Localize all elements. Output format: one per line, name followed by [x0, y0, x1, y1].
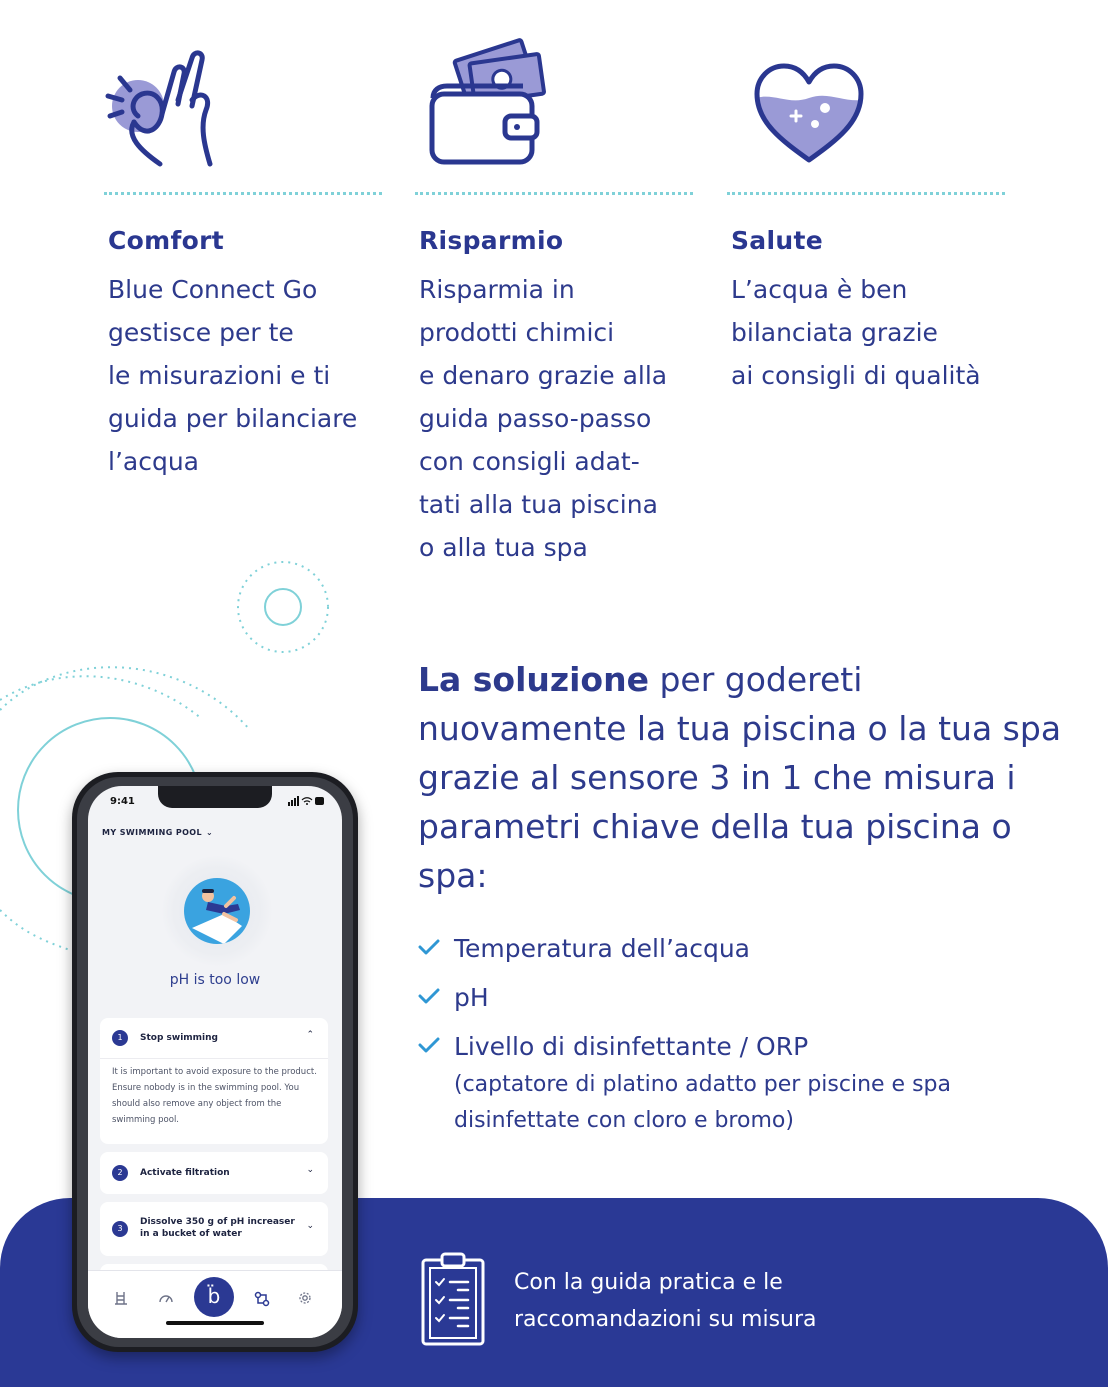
solution-intro	[418, 655, 1078, 900]
step-number: 3	[112, 1221, 128, 1237]
chevron-down-icon: ⌄	[206, 828, 214, 837]
intro-bold: La soluzione	[418, 660, 649, 699]
parameter-list	[418, 924, 1058, 1139]
list-item	[418, 1022, 1058, 1139]
sensor-icon[interactable]	[254, 1291, 270, 1311]
step-card-1[interactable]	[100, 1018, 328, 1144]
step-card-2[interactable]	[100, 1152, 328, 1194]
feature-comfort	[108, 30, 398, 476]
step-label: Stop swimming	[140, 1033, 218, 1043]
feature-risparmio	[419, 30, 709, 562]
feature-text: L’acqua è ben bilanciata grazie ai consigli di qualità	[731, 275, 981, 390]
intro-text: per godereti nuovamente la tua piscina o la tua spa grazie al sensore 3 in 1 che misura i parametri chiave della tua piscina o spa:	[418, 660, 1062, 895]
parameter-label: Livello di disinfettante / ORP	[454, 1032, 809, 1061]
feature-title: Risparmio	[419, 226, 564, 255]
pool-title: MY SWIMMING POOL	[102, 828, 203, 837]
chevron-down-icon[interactable]: ⌄	[306, 1221, 314, 1231]
footer-text: Con la guida pratica e le raccomandazioni su misura	[514, 1270, 817, 1332]
swimmer-icon	[184, 878, 250, 944]
tab-home-button[interactable]: b̈	[194, 1277, 234, 1317]
ph-status-text: pH is too low	[169, 972, 261, 988]
feature-text: Risparmia in prodotti chimici e denaro grazie alla guida passo-passo con consigli adat- tati alla tua piscina o alla tua spa	[419, 275, 668, 562]
check-icon	[418, 987, 440, 1005]
step-number: 1	[112, 1030, 128, 1046]
pool-ladder-icon[interactable]	[114, 1291, 128, 1309]
gear-icon[interactable]	[298, 1291, 312, 1309]
phone-screen	[88, 786, 342, 1338]
phone-mockup	[72, 772, 358, 1352]
pool-selector[interactable]	[102, 828, 213, 837]
step-label: Activate filtration	[140, 1168, 230, 1178]
chevron-down-icon[interactable]: ⌄	[306, 1165, 314, 1175]
card-divider	[100, 1058, 328, 1059]
status-time: 9:41	[110, 796, 135, 807]
list-item	[418, 924, 1058, 973]
phone-notch	[158, 786, 272, 808]
clipboard-checklist-icon	[420, 1252, 486, 1346]
feature-salute	[731, 30, 1021, 390]
feature-text: Blue Connect Go gestisce per te le misurazioni e ti guida per bilanciare l’acqua	[108, 275, 358, 476]
wallet-money-icon	[419, 30, 709, 180]
ok-hand-icon	[108, 30, 398, 180]
tab-bar	[88, 1270, 342, 1338]
parameter-note: (captatore di platino adatto per piscine e spa disinfettate con cloro e bromo)	[454, 1072, 951, 1133]
step-number: 2	[112, 1165, 128, 1181]
list-item	[418, 973, 1058, 1022]
dotted-divider	[727, 192, 1005, 195]
step-card-3[interactable]	[100, 1202, 328, 1256]
home-indicator	[166, 1321, 264, 1325]
parameter-label: Temperatura dell’acqua	[454, 934, 750, 963]
step-label: Dissolve 350 g of pH increaser in a bucket of water	[140, 1217, 295, 1239]
parameter-label: pH	[454, 983, 489, 1012]
dotted-divider	[415, 192, 693, 195]
chevron-up-icon[interactable]: ⌃	[306, 1030, 314, 1040]
dotted-divider	[104, 192, 382, 195]
check-icon	[418, 938, 440, 956]
step-body: It is important to avoid exposure to the product. Ensure nobody is in the swimming pool. You should also remove any object from the swimming pool.	[112, 1067, 317, 1125]
gauge-icon[interactable]	[158, 1291, 174, 1309]
check-icon	[418, 1036, 440, 1054]
signal-wifi-battery-icon	[288, 796, 326, 809]
feature-title: Salute	[731, 226, 823, 255]
heart-water-icon	[731, 30, 1021, 180]
feature-title: Comfort	[108, 226, 225, 255]
